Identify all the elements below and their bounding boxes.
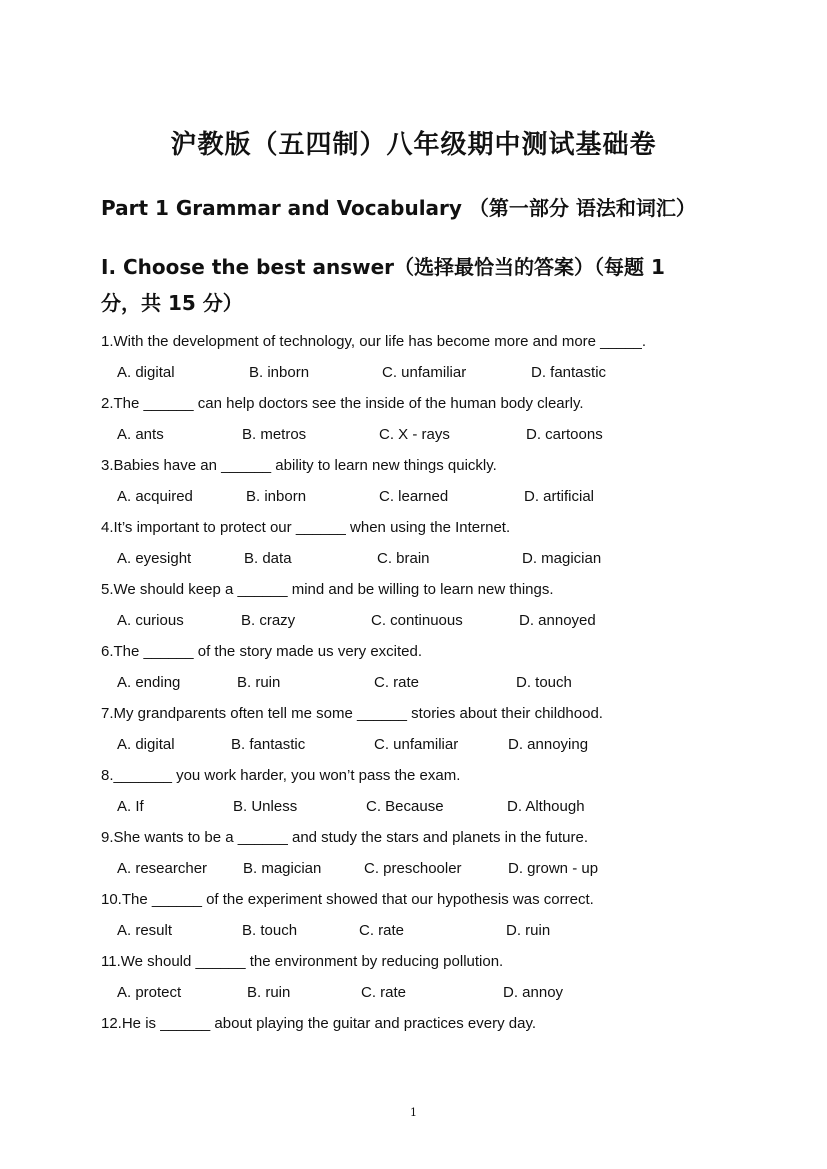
option-b: B. inborn [249, 364, 310, 381]
option-b: B. magician [243, 860, 322, 877]
option-d: D. touch [516, 674, 572, 691]
option-d: D. magician [522, 550, 602, 567]
option-d: D. fantastic [531, 364, 607, 381]
option-d: D. ruin [506, 922, 551, 939]
option-c: C. rate [361, 984, 407, 1001]
option-d: D. annoyed [519, 612, 596, 629]
option-d: D. cartoons [526, 426, 603, 443]
option-a: A. result [117, 922, 173, 939]
option-c: C. unfamiliar [382, 364, 467, 381]
page-title: 沪教版（五四制）八年级期中测试基础卷 [170, 130, 657, 160]
option-c: C. preschooler [364, 860, 462, 877]
option-c: C. continuous [371, 612, 463, 629]
option-b: B. ruin [247, 984, 291, 1001]
question-options [101, 360, 741, 391]
option-b: B. Unless [233, 798, 298, 815]
option-b: B. touch [242, 922, 298, 939]
option-a: A. digital [117, 364, 175, 381]
question-text: 5.We should keep a ______ mind and be willing to learn new things. [101, 581, 554, 598]
option-d: D. grown - up [508, 860, 599, 877]
section-heading: I. Choose the best answer（选择最恰当的答案）（每题 1 分，共 15 分） [101, 255, 665, 315]
question-text: 6.The ______ of the story made us very excited. [101, 643, 423, 660]
question-options [101, 794, 741, 825]
option-b: B. fantastic [231, 736, 306, 753]
option-b: B. ruin [237, 674, 281, 691]
option-a: A. curious [117, 612, 184, 629]
option-b: B. crazy [241, 612, 296, 629]
question-options [101, 546, 741, 577]
option-c: C. Because [366, 798, 444, 815]
option-a: A. protect [117, 984, 182, 1001]
question-options [101, 670, 741, 701]
question-options [101, 918, 741, 949]
question-text: 1.With the development of technology, our life has become more and more _____. [101, 333, 647, 350]
question-options [101, 980, 741, 1011]
question-text: 8._______ you work harder, you won’t pass the exam. [101, 767, 461, 784]
option-b: B. data [244, 550, 292, 567]
question-text: 3.Babies have an ______ ability to learn new things quickly. [101, 457, 497, 474]
question-options [101, 484, 741, 515]
question-text: 9.She wants to be a ______ and study the stars and planets in the future. [101, 829, 589, 846]
option-c: C. unfamiliar [374, 736, 459, 753]
option-c: C. brain [377, 550, 430, 567]
option-c: C. rate [374, 674, 420, 691]
option-d: D. Although [507, 798, 585, 815]
option-a: A. ending [117, 674, 181, 691]
question-text: 2.The ______ can help doctors see the inside of the human body clearly. [101, 395, 584, 412]
option-a: A. acquired [117, 488, 193, 505]
option-a: A. If [117, 798, 144, 815]
option-b: B. inborn [246, 488, 307, 505]
option-d: D. annoy [503, 984, 564, 1001]
question-text: 10.The ______ of the experiment showed that our hypothesis was correct. [101, 891, 594, 908]
option-d: D. annoying [508, 736, 589, 753]
question-list [101, 329, 741, 1042]
question-text: 11.We should ______ the environment by reducing pollution. [101, 953, 504, 970]
question-text: 12.He is ______ about playing the guitar and practices every day. [101, 1015, 536, 1032]
option-c: C. rate [359, 922, 405, 939]
option-a: A. digital [117, 736, 175, 753]
option-b: B. metros [242, 426, 307, 443]
question-options [101, 856, 741, 887]
question-options [101, 608, 741, 639]
option-a: A. ants [117, 426, 164, 443]
question-text: 7.My grandparents often tell me some ______ stories about their childhood. [101, 705, 603, 722]
part-heading: Part 1 Grammar and Vocabulary （第一部分 语法和词汇） [101, 196, 696, 220]
question-options [101, 422, 741, 453]
option-c: C. X - rays [379, 426, 450, 443]
option-a: A. eyesight [117, 550, 192, 567]
question-text: 4.It’s important to protect our ______ when using the Internet. [101, 519, 511, 536]
page-number: 1 [410, 1106, 417, 1119]
option-c: C. learned [379, 488, 449, 505]
question-options [101, 732, 741, 763]
option-d: D. artificial [524, 488, 595, 505]
option-a: A. researcher [117, 860, 208, 877]
